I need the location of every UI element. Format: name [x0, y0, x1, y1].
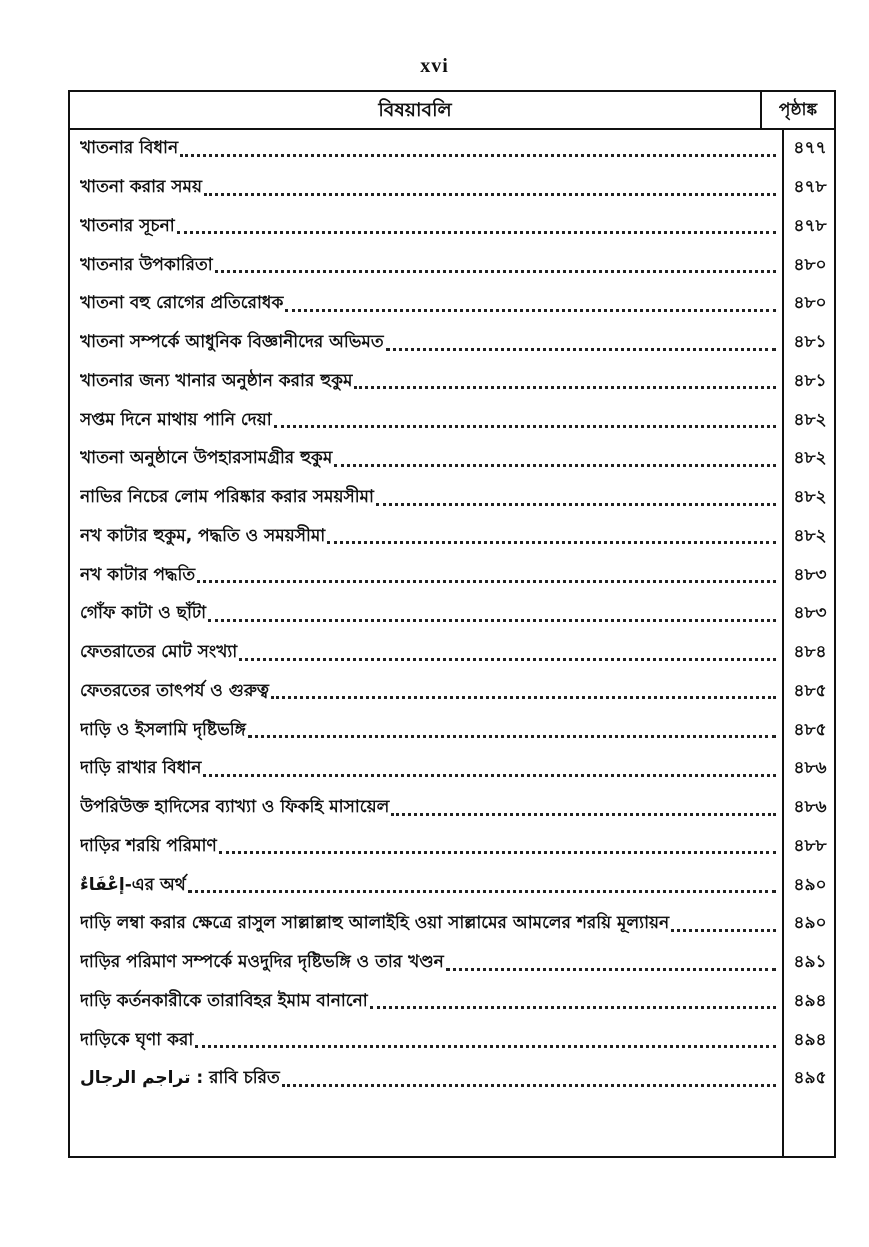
entry-page-number: ৪৯০ [793, 874, 827, 895]
entry-page-number: ৪৮৮ [793, 835, 827, 856]
entry-title-cell [80, 1021, 776, 1060]
table-row [70, 208, 834, 247]
dot-leader [671, 929, 776, 932]
entry-title: দাড়ি কর্তনকারীকে তারাবিহর ইমাম বানানো [80, 988, 370, 1016]
dot-leader [195, 1045, 776, 1048]
dot-leader [370, 1006, 776, 1009]
entry-title: খাতনা বহু রোগের প্রতিরোধক [80, 290, 285, 318]
entry-title-cell [80, 440, 776, 479]
entry-title-cell [80, 401, 776, 440]
entry-title: দাড়ি ও ইসলামি দৃষ্টিভঙ্গি [80, 717, 248, 745]
entry-title-cell [80, 944, 776, 983]
entry-page-number: ৪৮৩ [793, 603, 827, 624]
entry-page-number: ৪৮২ [793, 448, 827, 469]
entry-page-number: ৪৯৪ [793, 1029, 827, 1050]
entry-title-cell [80, 789, 776, 828]
entry-page-number: ৪৭৮ [793, 177, 827, 198]
entry-title: খাতনা অনুষ্ঠানে উপহারসামগ্রীর হুকুম [80, 445, 334, 473]
entry-page-number: ৪৮০ [793, 293, 827, 314]
table-row [70, 673, 834, 712]
dot-leader [203, 774, 776, 777]
entry-page-number: ৪৮৫ [793, 719, 827, 740]
dot-leader [446, 968, 776, 971]
entry-title: إعْفَاءٌ-এর অর্থ [80, 872, 188, 900]
dot-leader [204, 193, 776, 196]
entry-page-number: ৪৯৫ [793, 1068, 827, 1089]
table-body [70, 130, 834, 1099]
table-row [70, 750, 834, 789]
dot-leader [219, 851, 776, 854]
topics-column-header: বিষয়াবলি [70, 92, 762, 128]
dot-leader [285, 309, 776, 312]
dot-leader [282, 1084, 776, 1087]
entry-title-cell [80, 479, 776, 518]
entry-title-cell [80, 324, 776, 363]
table-row [70, 866, 834, 905]
entry-title: দাড়ির পরিমাণ সম্পর্কে মওদুদির দৃষ্টিভঙ্গি ও তার খণ্ডন [80, 949, 446, 977]
table-row [70, 363, 834, 402]
dot-leader [208, 619, 776, 622]
entry-title: খাতনার বিধান [80, 135, 180, 163]
entry-title: দাড়ির শরয়ি পরিমাণ [80, 833, 219, 861]
entry-title-cell [80, 285, 776, 324]
entry-title: খাতনার সূচনা [80, 213, 177, 241]
entry-title: নাভির নিচের লোম পরিষ্কার করার সময়সীমা [80, 484, 376, 512]
entry-page-number: ৪৮০ [793, 254, 827, 275]
entry-title: দাড়িকে ঘৃণা করা [80, 1027, 195, 1055]
dot-leader [334, 464, 776, 467]
entry-page-number: ৪৮৫ [793, 680, 827, 701]
page-column-header: পৃষ্ঠাঙ্ক [778, 100, 818, 120]
dot-leader [391, 813, 776, 816]
entry-page-number: ৪৮২ [793, 409, 827, 430]
dot-leader [239, 658, 776, 661]
entry-page-number: ৪৯০ [793, 913, 827, 934]
dot-leader [376, 503, 776, 506]
dot-leader [188, 890, 776, 893]
table-row [70, 634, 834, 673]
entry-title: নখ কাটার পদ্ধতি [80, 562, 197, 590]
table-row [70, 983, 834, 1022]
entry-title-cell [80, 673, 776, 712]
table-row [70, 479, 834, 518]
table-row [70, 246, 834, 285]
entry-page-number: ৪৮২ [793, 525, 827, 546]
entry-title-cell [80, 556, 776, 595]
entry-title: উপরিউক্ত হাদিসের ব্যাখ্যা ও ফিকহি মাসায়েল [80, 794, 391, 822]
entry-title-cell [80, 246, 776, 285]
entry-title-cell [80, 169, 776, 208]
table-row [70, 130, 834, 169]
table-row [70, 828, 834, 867]
entry-title-cell [80, 983, 776, 1022]
dot-leader [274, 425, 776, 428]
entry-page-number: ৪৮২ [793, 487, 827, 508]
entry-page-number: ৪৭৭ [793, 138, 827, 159]
entry-title: تراجم الرجال : রাবি চরিত [80, 1065, 282, 1093]
table-row [70, 324, 834, 363]
table-row [70, 556, 834, 595]
entry-title: দাড়ি রাখার বিধান [80, 755, 203, 783]
table-row [70, 440, 834, 479]
entry-title: দাড়ি লম্বা করার ক্ষেত্রে রাসুল সাল্লাল্লাহু আলাইহি ওয়া সাল্লামের আমলের শরয়ি মূল্যায়ন [80, 910, 671, 938]
table-row [70, 401, 834, 440]
entry-page-number: ৪৮৬ [793, 758, 827, 779]
entry-title: গোঁফ কাটা ও ছাঁটা [80, 600, 208, 628]
entry-title: খাতনার উপকারিতা [80, 252, 215, 280]
entry-title: খাতনার জন্য খানার অনুষ্ঠান করার হুকুম [80, 368, 354, 396]
dot-leader [180, 154, 776, 157]
table-row [70, 595, 834, 634]
entry-page-number: ৪৮৪ [793, 642, 827, 663]
dot-leader [177, 231, 776, 234]
table-row [70, 905, 834, 944]
entry-title: খাতনা করার সময় [80, 174, 204, 202]
dot-leader [197, 580, 776, 583]
table-row [70, 518, 834, 557]
entry-page-number: ৪৮৩ [793, 564, 827, 585]
entry-page-number: ৪৭৮ [793, 215, 827, 236]
table-of-contents [68, 90, 836, 1158]
entry-page-number: ৪৯৪ [793, 990, 827, 1011]
table-row [70, 285, 834, 324]
table-row [70, 1021, 834, 1060]
dot-leader [271, 696, 776, 699]
dot-leader [215, 270, 776, 273]
entry-title-cell [80, 634, 776, 673]
entry-title-cell [80, 595, 776, 634]
table-row [70, 789, 834, 828]
entry-title: নখ কাটার হুকুম, পদ্ধতি ও সময়সীমা [80, 523, 327, 551]
page-number: xvi [420, 55, 449, 77]
entry-title-cell [80, 208, 776, 247]
entry-title-cell [80, 828, 776, 867]
entry-title-cell [80, 750, 776, 789]
dot-leader [386, 348, 776, 351]
entry-title-cell [80, 1060, 776, 1099]
table-row [70, 944, 834, 983]
dot-leader [327, 541, 776, 544]
entry-page-number: ৪৮১ [793, 332, 827, 353]
entry-title: ফেতরতের তাৎপর্য ও গুরুত্ব [80, 678, 271, 706]
entry-title-cell [80, 905, 776, 944]
table-row [70, 169, 834, 208]
table-row [70, 711, 834, 750]
entry-page-number: ৪৮৬ [793, 797, 827, 818]
table-row [70, 1060, 834, 1099]
entry-title-cell [80, 711, 776, 750]
dot-leader [248, 735, 776, 738]
table-header [70, 92, 834, 130]
entry-title-cell [80, 130, 776, 169]
entry-title: খাতনা সম্পর্কে আধুনিক বিজ্ঞানীদের অভিমত [80, 329, 386, 357]
entry-title-cell [80, 363, 776, 402]
entry-page-number: ৪৯১ [793, 952, 827, 973]
entry-title: সপ্তম দিনে মাথায় পানি দেয়া [80, 407, 274, 435]
entry-title-cell [80, 866, 776, 905]
entry-title-cell [80, 518, 776, 557]
entry-title: ফেতরাতের মোট সংখ্যা [80, 639, 239, 667]
entry-page-number: ৪৮১ [793, 370, 827, 391]
dot-leader [354, 386, 776, 389]
